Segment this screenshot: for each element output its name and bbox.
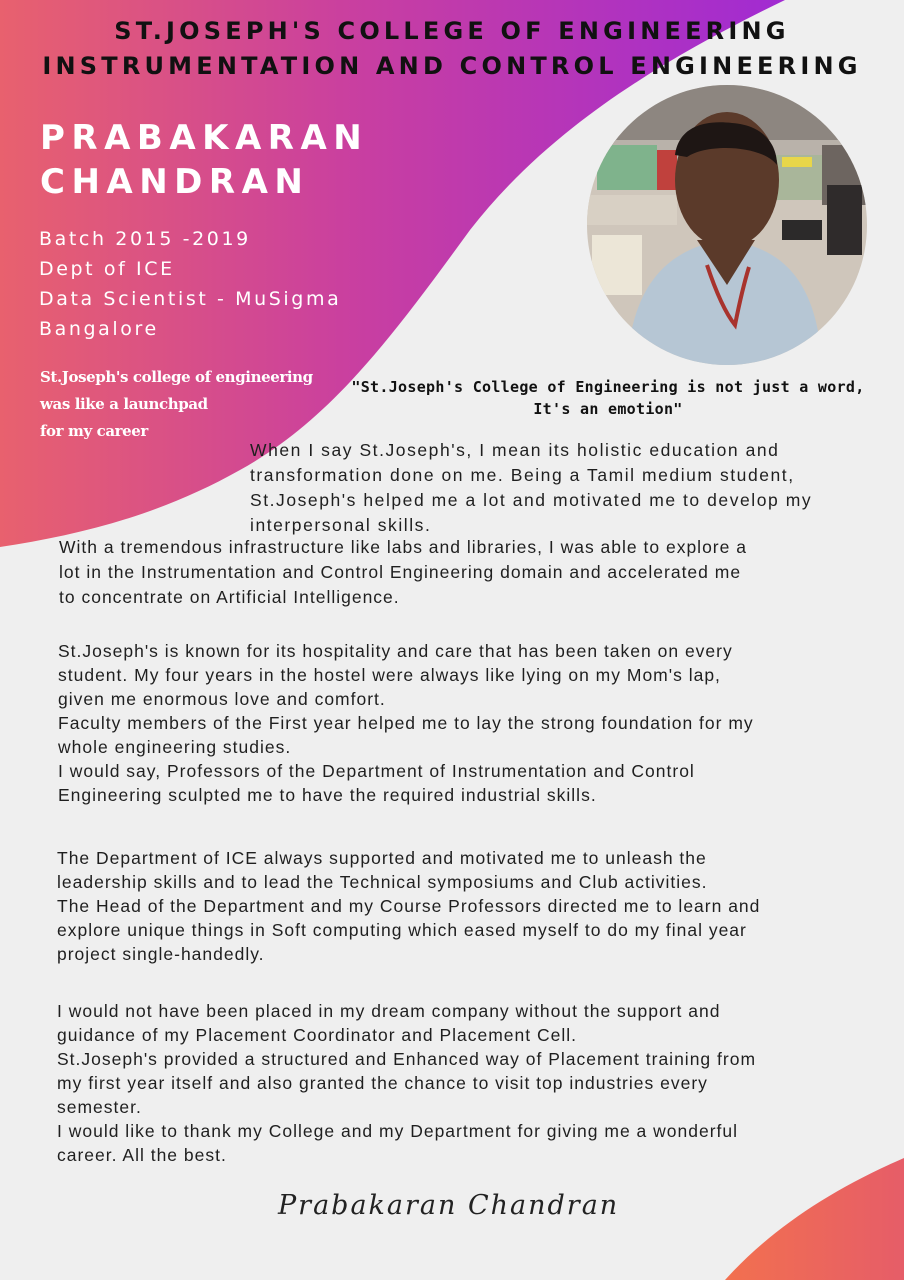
text-line: to concentrate on Artificial Intelligence. [59,587,400,607]
tagline-line: for my career [40,422,148,440]
text-line: St.Joseph's provided a structured and Enhanced way of Placement training from [57,1049,757,1069]
text-line: I would like to thank my College and my Department for giving me a wonderful [57,1121,739,1141]
paragraph-intro [250,438,812,538]
text-line: leadership skills and to lead the Technical symposiums and Club activities. [57,872,708,892]
profile-last-name: CHANDRAN [40,162,310,202]
text-line: St.Joseph's helped me a lot and motivated me to develop my [250,490,813,510]
text-line: lot in the Instrumentation and Control Engineering domain and accelerated me [59,562,742,582]
bottom-corner-accent [725,1158,904,1280]
profile-location: Bangalore [39,318,159,340]
text-line: project single-handedly. [57,944,265,964]
quote-line: "St.Joseph's College of Engineering is not just a word, [351,378,865,396]
text-line: Faculty members of the First year helped me to lay the strong foundation for my [58,713,754,733]
portrait-image [587,85,867,365]
text-line: semester. [57,1097,142,1117]
profile-dept: Dept of ICE [39,258,175,280]
text-line: my first year itself and also granted the chance to visit top industries every [57,1073,708,1093]
profile-role: Data Scientist - MuSigma [39,288,342,310]
profile-photo [587,85,867,365]
signature: Prabakaran Chandran [278,1190,620,1221]
text-line: transformation done on me. Being a Tamil medium student, [250,465,795,485]
college-name: ST.JOSEPH'S COLLEGE OF ENGINEERING [114,17,790,45]
text-line: The Head of the Department and my Course Professors directed me to learn and [57,896,761,916]
text-line: The Department of ICE always supported and motivated me to unleash the [57,848,707,868]
text-line: interpersonal skills. [250,515,432,535]
text-line: Engineering sculpted me to have the required industrial skills. [58,785,597,805]
text-line: guidance of my Placement Coordinator and Placement Cell. [57,1025,577,1045]
text-line: I would say, Professors of the Department of Instrumentation and Control [58,761,695,781]
profile-first-name: PRABAKARAN [40,118,369,158]
paragraph-hostel [58,639,754,807]
profile-batch: Batch 2015 -2019 [39,228,251,250]
text-line: given me enormous love and comfort. [58,689,386,709]
paragraph-infrastructure [59,535,747,610]
tagline-line: was like a launchpad [40,395,208,413]
text-line: I would not have been placed in my dream company without the support and [57,1001,721,1021]
text-line: whole engineering studies. [58,737,292,757]
tagline-line: St.Joseph's college of engineering [40,368,313,386]
text-line: explore unique things in Soft computing which eased myself to do my final year [57,920,747,940]
text-line: With a tremendous infrastructure like labs and libraries, I was able to explore a [59,537,747,557]
text-line: When I say St.Joseph's, I mean its holistic education and [250,440,780,460]
quote-line: It's an emotion" [533,400,683,418]
paragraph-department [57,846,760,966]
department-name: INSTRUMENTATION AND CONTROL ENGINEERING [42,52,862,80]
text-line: career. All the best. [57,1145,227,1165]
text-line: St.Joseph's is known for its hospitality and care that has been taken on every [58,641,733,661]
paragraph-placement [57,999,756,1167]
text-line: student. My four years in the hostel were always like lying on my Mom's lap, [58,665,721,685]
tagline [40,364,313,445]
quote [340,376,876,420]
